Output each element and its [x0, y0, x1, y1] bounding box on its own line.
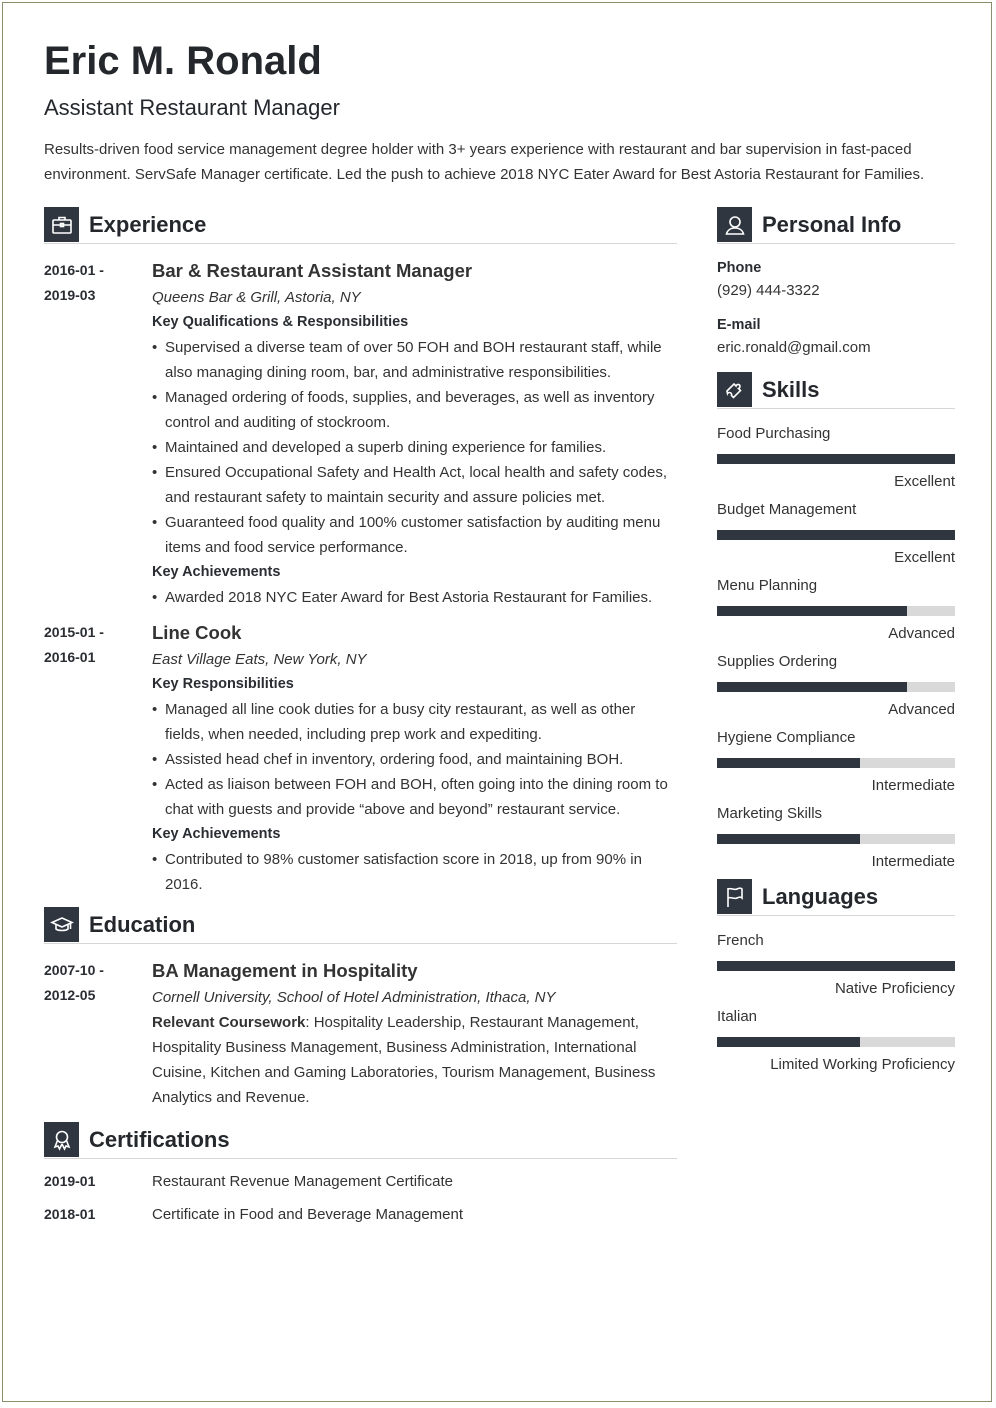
skill-item — [717, 803, 955, 873]
email-value: eric.ronald@gmail.com — [717, 339, 871, 356]
skill-level: Intermediate — [871, 777, 955, 794]
list-item: • Ensured Occupational Safety and Health Act, local health and safety codes, and restaurant safety to maintain security and assure policies met. — [152, 460, 677, 510]
email-label: E-mail — [717, 317, 761, 333]
language-bar — [717, 1037, 955, 1047]
puzzle-icon — [717, 372, 752, 407]
list-item: • Supervised a diverse team of over 50 FOH and BOH restaurant staff, while also managing dining room, bar, and administrative responsibilities. — [152, 335, 677, 385]
certifications-header — [44, 1122, 677, 1159]
skill-level: Intermediate — [871, 853, 955, 870]
languages-title: Languages — [762, 884, 879, 909]
company-name: East Village Eats, New York, NY — [152, 651, 367, 668]
language-bar-fill — [717, 961, 955, 971]
skill-bar — [717, 758, 955, 768]
company-name: Queens Bar & Grill, Astoria, NY — [152, 289, 361, 306]
personal-info-header — [717, 207, 955, 244]
experience-entry — [44, 258, 677, 610]
responsibilities-heading: Key Qualifications & Responsibilities — [152, 314, 409, 330]
cert-name: Certificate in Food and Beverage Management — [152, 1206, 464, 1223]
skill-level: Excellent — [894, 549, 955, 566]
skill-name: Menu Planning — [717, 577, 818, 594]
skill-bar-fill — [717, 454, 955, 464]
certifications-title: Certifications — [89, 1127, 230, 1152]
language-bar-fill — [717, 1037, 860, 1047]
list-item: • Maintained and developed a superb dining experience for families. — [152, 435, 677, 460]
skill-level: Excellent — [894, 473, 955, 490]
skill-name: Supplies Ordering — [717, 653, 838, 670]
skill-bar — [717, 682, 955, 692]
entry-date: 2015-01 - 2016-01 — [44, 624, 104, 665]
skill-bar — [717, 530, 955, 540]
skill-bar-fill — [717, 834, 860, 844]
skill-bar — [717, 454, 955, 464]
person-icon — [717, 207, 752, 242]
skill-bar-fill — [717, 606, 907, 616]
experience-title: Experience — [89, 212, 207, 237]
achievements-list — [152, 585, 677, 610]
skills-header — [717, 372, 955, 409]
list-item: • Assisted head chef in inventory, ordering food, and maintaining BOH. — [152, 747, 677, 772]
skill-name: Hygiene Compliance — [717, 729, 856, 746]
skill-name: Food Purchasing — [717, 425, 831, 442]
job-title: Bar & Restaurant Assistant Manager — [152, 260, 473, 281]
right-column — [717, 207, 955, 1082]
left-column — [44, 207, 677, 1235]
candidate-role: Assistant Restaurant Manager — [44, 95, 340, 120]
personal-info-title: Personal Info — [762, 212, 902, 237]
cert-name: Restaurant Revenue Management Certificate — [152, 1173, 453, 1190]
achievements-heading: Key Achievements — [152, 564, 281, 580]
skill-item — [717, 651, 955, 721]
award-ribbon-icon — [44, 1122, 79, 1157]
achievements-heading: Key Achievements — [152, 826, 281, 842]
skill-name: Marketing Skills — [717, 805, 823, 822]
language-level: Native Proficiency — [834, 980, 955, 997]
education-title: Education — [89, 912, 196, 937]
education-header — [44, 907, 677, 944]
cert-date: 2018-01 — [44, 1206, 96, 1222]
skill-bar-fill — [717, 682, 907, 692]
education-entry — [44, 958, 677, 1110]
resume-page — [2, 2, 992, 1402]
school-name: Cornell University, School of Hotel Administration, Ithaca, NY — [152, 989, 556, 1006]
certification-item — [44, 1169, 677, 1202]
phone-label: Phone — [717, 260, 762, 276]
language-bar — [717, 961, 955, 971]
skill-item — [717, 423, 955, 493]
list-item: • Managed all line cook duties for a busy city restaurant, as well as other fields, when needed, including prep work and expediting. — [152, 697, 677, 747]
briefcase-icon — [44, 207, 79, 242]
skill-level: Advanced — [888, 625, 955, 642]
cert-date: 2019-01 — [44, 1173, 96, 1189]
responsibilities-list — [152, 697, 677, 822]
skill-bar — [717, 834, 955, 844]
candidate-name: Eric M. Ronald — [44, 39, 322, 83]
flag-icon — [717, 879, 752, 914]
list-item: • Acted as liaison between FOH and BOH, often going into the dining room to chat with guests and provide “above and beyond” restaurant service. — [152, 772, 677, 822]
list-item: • Guaranteed food quality and 100% customer satisfaction by auditing menu items and food service performance. — [152, 510, 677, 560]
language-item — [717, 1006, 955, 1076]
skill-item — [717, 575, 955, 645]
language-level: Limited Working Proficiency — [770, 1056, 955, 1073]
experience-header — [44, 207, 677, 244]
job-title: Line Cook — [152, 622, 242, 643]
entry-date: 2007-10 - 2012-05 — [44, 962, 104, 1003]
skill-name: Budget Management — [717, 501, 857, 518]
language-item — [717, 930, 955, 1000]
skill-level: Advanced — [888, 701, 955, 718]
skill-bar-fill — [717, 758, 860, 768]
list-item: • Awarded 2018 NYC Eater Award for Best Astoria Restaurant for Families. — [152, 585, 677, 610]
languages-header — [717, 879, 955, 916]
skill-bar — [717, 606, 955, 616]
skills-title: Skills — [762, 377, 820, 402]
list-item: • Contributed to 98% customer satisfaction score in 2018, up from 90% in 2016. — [152, 847, 677, 897]
experience-entry — [44, 620, 677, 897]
achievements-list — [152, 847, 677, 897]
skill-item — [717, 727, 955, 797]
language-name: Italian — [717, 1008, 758, 1025]
degree-title: BA Management in Hospitality — [152, 960, 418, 981]
entry-date: 2016-01 - 2019-03 — [44, 262, 104, 303]
coursework: Relevant Coursework: Hospitality Leadership, Restaurant Management, Hospitality Business Management, Business Administration, International Cuisine, Kitchen and Gaming Laboratories, Tourism Management, Business Analytics and Revenue. — [152, 1014, 656, 1106]
responsibilities-list — [152, 335, 677, 560]
list-item: • Managed ordering of foods, supplies, and beverages, as well as inventory control and auditing of stockroom. — [152, 385, 677, 435]
certification-item — [44, 1202, 677, 1235]
skill-bar-fill — [717, 530, 955, 540]
skills-list — [717, 423, 955, 873]
phone-value: (929) 444-3322 — [717, 282, 820, 299]
responsibilities-heading: Key Responsibilities — [152, 676, 294, 692]
skill-item — [717, 499, 955, 569]
language-name: French — [717, 932, 764, 949]
graduation-cap-icon — [44, 907, 79, 942]
summary-text: Results-driven food service management degree holder with 3+ years experience with restaurant and bar supervision in fast-paced environment. ServSafe Manager certificate. Led the push to achieve 2018 NYC Eater Award for Best Astoria Restaurant for Families. — [44, 141, 925, 183]
